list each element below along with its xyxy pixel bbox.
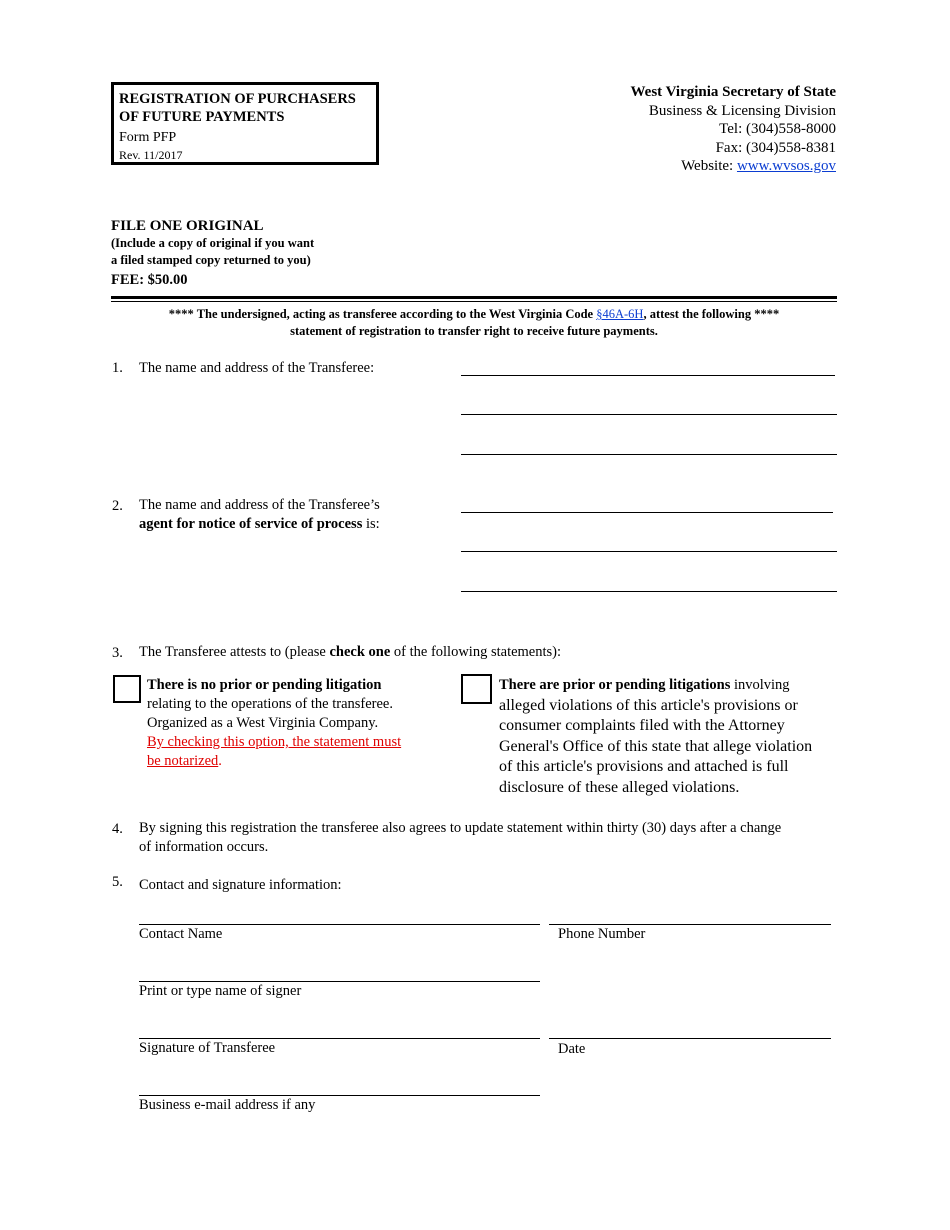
phone-number-line[interactable] bbox=[549, 924, 831, 925]
divider-thin bbox=[111, 301, 837, 302]
date-label: Date bbox=[558, 1041, 586, 1057]
code-link[interactable]: §46A-6H bbox=[596, 307, 644, 321]
email-label: Business e-mail address if any bbox=[139, 1097, 316, 1113]
form-title: REGISTRATION OF PURCHASERS OF FUTURE PAYMENTS bbox=[119, 91, 356, 125]
item-2-number: 2. bbox=[112, 498, 123, 514]
filing-instructions bbox=[111, 217, 314, 289]
agency-name: West Virginia Secretary of State bbox=[630, 84, 836, 100]
agent-address-line-3[interactable] bbox=[461, 591, 837, 592]
item-3-label: The Transferee attests to (please check one of the following statements): bbox=[139, 644, 562, 660]
item-1-number: 1. bbox=[112, 360, 123, 376]
filing-heading: FILE ONE ORIGINAL bbox=[111, 218, 264, 234]
agency-division: Business & Licensing Division bbox=[648, 102, 836, 119]
agency-website: Website: www.wvsos.gov bbox=[681, 158, 836, 174]
item-5-label: Contact and signature information: bbox=[139, 877, 342, 893]
transferee-address-line-3[interactable] bbox=[461, 454, 837, 455]
attest-statement: **** The undersigned, acting as transferee according to the West Virginia Code §46A-6H, attest the following **** statement of registration to transfer right to receive future payments. bbox=[168, 307, 780, 338]
form-title-box bbox=[111, 82, 379, 165]
transferee-address-line-2[interactable] bbox=[461, 414, 837, 415]
filing-note-2: a filed stamped copy returned to you) bbox=[111, 253, 311, 267]
phone-number-label: Phone Number bbox=[558, 926, 646, 942]
prior-litigation-checkbox[interactable] bbox=[461, 674, 492, 704]
print-name-label: Print or type name of signer bbox=[139, 983, 302, 999]
agency-block bbox=[630, 83, 836, 176]
no-litigation-option: There is no prior or pending litigation relating to the operations of the transferee. Organized as a West Virginia Company. By checking this option, the statement must be notarized. bbox=[147, 677, 402, 769]
item-3-number: 3. bbox=[112, 645, 123, 661]
signature-line[interactable] bbox=[139, 1038, 540, 1039]
contact-name-label: Contact Name bbox=[139, 926, 223, 942]
website-link[interactable]: www.wvsos.gov bbox=[736, 158, 836, 174]
item-5-number: 5. bbox=[112, 874, 123, 890]
agent-address-line-2[interactable] bbox=[461, 551, 837, 552]
contact-name-line[interactable] bbox=[139, 924, 540, 925]
print-name-line[interactable] bbox=[139, 981, 540, 982]
item-4-number: 4. bbox=[112, 821, 123, 837]
filing-note-1: (Include a copy of original if you want bbox=[111, 236, 315, 250]
form-revision: Rev. 11/2017 bbox=[119, 148, 183, 162]
date-line[interactable] bbox=[549, 1038, 831, 1039]
item-4-text: By signing this registration the transferee also agrees to update statement within thirty (30) days after a change of information occurs. bbox=[139, 820, 782, 855]
agency-fax: Fax: (304)558-8381 bbox=[715, 139, 836, 156]
form-name: Form PFP bbox=[119, 130, 177, 145]
transferee-address-line-1[interactable] bbox=[461, 375, 835, 376]
no-litigation-checkbox[interactable] bbox=[113, 675, 141, 703]
signature-label: Signature of Transferee bbox=[139, 1040, 276, 1056]
email-line[interactable] bbox=[139, 1095, 540, 1096]
item-1-label: The name and address of the Transferee: bbox=[139, 360, 375, 376]
item-2-label: The name and address of the Transferee’s agent for notice of service of process is: bbox=[139, 497, 380, 532]
divider-thick bbox=[111, 296, 837, 299]
agency-tel: Tel: (304)558-8000 bbox=[719, 121, 836, 137]
agent-address-line-1[interactable] bbox=[461, 512, 833, 513]
prior-litigation-option: There are prior or pending litigations involving alleged violations of this article's provisions or consumer complaints filed with the Attorney General's Office of this state that allege violation of this article's provisions and attached is full disclosure of these alleged violations. bbox=[499, 677, 813, 796]
filing-fee: FEE: $50.00 bbox=[111, 272, 188, 288]
